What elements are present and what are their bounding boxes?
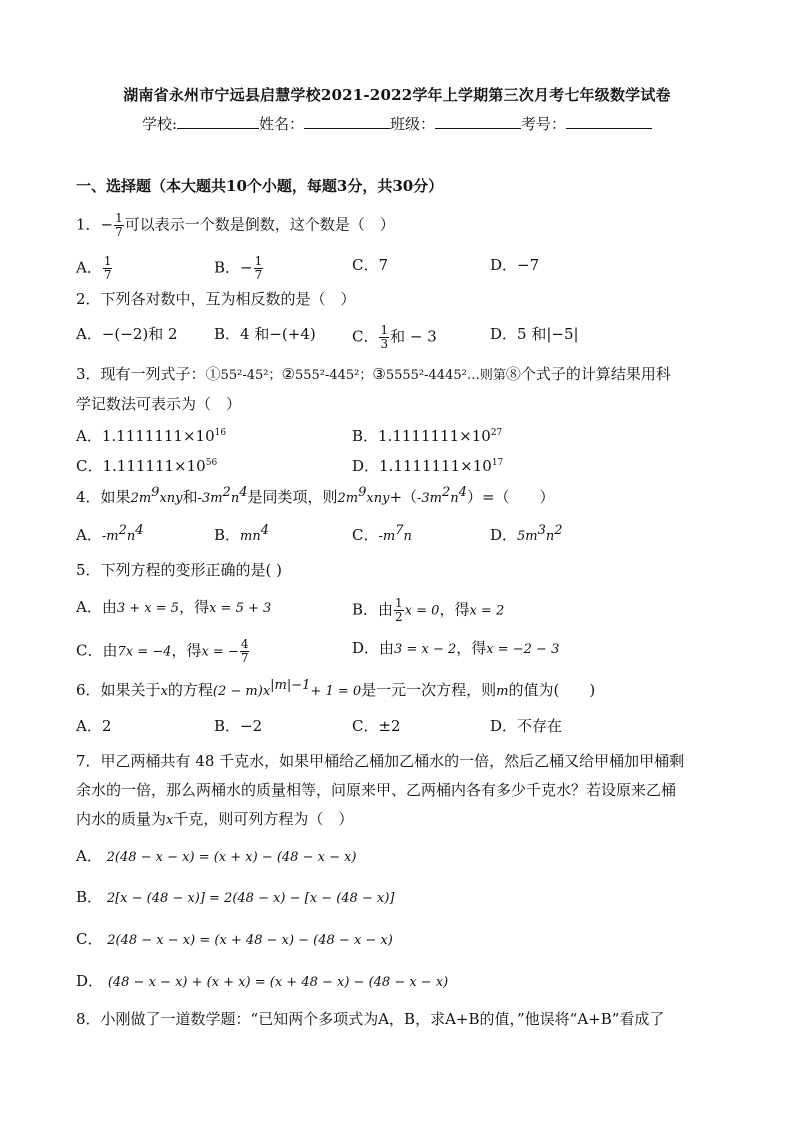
q2-c-fraction xyxy=(379,324,389,351)
q5-text: 下列方程的变形正确的是( ) xyxy=(100,561,283,579)
q4-b-exp: 4 xyxy=(260,523,270,538)
q5-b-den: 2 xyxy=(395,610,403,624)
q1-a-den: 7 xyxy=(103,268,112,282)
q4-a-label: A． xyxy=(76,526,102,544)
q6-var-m: m xyxy=(496,684,509,699)
q4-c-term-b: n xyxy=(403,529,412,544)
q4-d-term-b: n xyxy=(545,529,555,544)
q7-b-label: B． xyxy=(76,888,103,906)
q5-c-den: 7 xyxy=(240,651,249,665)
q4-term-1b: xny xyxy=(159,491,183,506)
q5-b-fraction xyxy=(394,597,404,624)
q5-a-text-2: ，得 xyxy=(179,598,210,616)
q7-option-c[interactable] xyxy=(76,929,393,951)
q1-c-text: 7 xyxy=(378,256,389,274)
q4-term-3-exp: 9 xyxy=(358,485,367,500)
q4-option-c[interactable] xyxy=(352,525,412,547)
q2-option-b[interactable] xyxy=(214,324,316,344)
q2-d-text: 5 和|−5| xyxy=(517,325,579,343)
q6-b-label: B． xyxy=(214,717,241,735)
q1-text: 可以表示一个数是倒数，这个数是（ ） xyxy=(124,215,395,234)
q2-option-c[interactable] xyxy=(352,324,437,351)
q4-number: 4． xyxy=(76,488,101,506)
q6-text-3: 是一元一次方程，则 xyxy=(361,681,497,699)
q1-sign: − xyxy=(100,215,114,234)
q7-line3-b: 千克，则可列方程为（ ） xyxy=(173,810,354,828)
question-6 xyxy=(76,680,595,702)
q6-text-4: 的值为( ) xyxy=(508,681,596,699)
q1-option-b[interactable] xyxy=(214,255,264,282)
q1-frac-den: 7 xyxy=(115,225,123,239)
q6-option-d[interactable] xyxy=(490,716,562,736)
q5-b-expr-2: x = 2 xyxy=(469,603,505,619)
q5-a-expr-1: 3 + x = 5 xyxy=(116,601,180,616)
q8-number: 8． xyxy=(76,1010,101,1028)
q3-b-mantissa: 1.1111111×10 xyxy=(378,427,491,445)
q6-a-text: 2 xyxy=(101,717,112,735)
school-label: 学校: xyxy=(141,115,177,133)
q4-text-1: 如果 xyxy=(100,488,131,506)
q5-c-expr-1: 7x = −4 xyxy=(117,644,172,660)
class-blank[interactable] xyxy=(435,114,521,129)
q3-text-b: 个式子的计算结果用科 xyxy=(520,365,671,383)
q4-term-1: 2m xyxy=(130,491,152,506)
q7-number: 7． xyxy=(76,752,101,770)
q2-c-den: 3 xyxy=(380,337,389,351)
q5-b-expr-1: x = 0 xyxy=(404,603,440,619)
q7-c-label: C． xyxy=(76,930,103,948)
q3-c-mantissa: 1.111111×10 xyxy=(102,457,206,475)
q1-number: 1． xyxy=(76,215,101,234)
q5-d-label: D． xyxy=(352,639,380,657)
q2-number: 2． xyxy=(76,290,101,308)
q3-option-c[interactable] xyxy=(76,456,217,476)
q2-a-text: −(−2)和 2 xyxy=(101,325,178,343)
q5-c-fraction xyxy=(240,638,250,665)
question-2 xyxy=(76,289,356,309)
q3-circle-8: ⑧ xyxy=(505,365,521,383)
q5-b-num: 1 xyxy=(395,596,403,610)
q6-text-1: 如果关于 xyxy=(100,681,161,699)
q4-d-term: 5m xyxy=(517,529,538,544)
q3-b-exponent: 27 xyxy=(490,428,503,438)
q3-a-label: A． xyxy=(76,427,102,445)
q6-c-label: C． xyxy=(352,717,379,735)
q5-a-expr-2: x = 5 + 3 xyxy=(209,601,272,616)
q7-option-a[interactable] xyxy=(76,846,357,868)
q3-line2: 学记数法可表示为（ ） xyxy=(76,395,242,413)
q7-a-expr: 2(48 − x − x) = (x + x) − (48 − x − x) xyxy=(106,850,357,865)
q3-circle-3: ③ xyxy=(372,365,386,383)
q6-c-text: ±2 xyxy=(378,717,401,735)
q5-b-text-1: 由 xyxy=(378,600,394,619)
q5-option-a[interactable] xyxy=(76,597,271,619)
q4-c-exp: 7 xyxy=(395,523,404,538)
q7-b-expr: 2[x − (48 − x)] = 2(48 − x) − [x − (48 − x)] xyxy=(106,891,395,906)
q3-option-b[interactable] xyxy=(352,426,502,446)
q7-line1: 甲乙两桶共有 48 千克水，如果甲桶给乙桶加乙桶水的一倍，然后乙桶又给甲桶加甲桶剩 xyxy=(100,752,685,770)
q7-option-d[interactable] xyxy=(76,971,448,993)
q4-text-5: ）=（ ） xyxy=(466,488,555,506)
q5-b-text-2: ，得 xyxy=(439,600,470,619)
q4-term-4b: n xyxy=(450,491,459,506)
q1-fraction xyxy=(114,212,124,239)
q2-d-label: D． xyxy=(490,325,518,343)
q3-a-exponent: 16 xyxy=(214,428,227,438)
q3-d-exponent: 17 xyxy=(491,458,504,468)
exam-title: 湖南省永州市宁远县启慧学校2021-2022学年上学期第三次月考七年级数学试卷 xyxy=(123,86,671,104)
q4-term-4-exp: 2 xyxy=(442,485,451,500)
q4-b-label: B． xyxy=(214,526,241,544)
q1-b-label: B． xyxy=(214,258,241,277)
q2-a-label: A． xyxy=(76,325,102,343)
exam-no-blank[interactable] xyxy=(566,114,652,129)
question-4 xyxy=(76,487,555,509)
q4-text-4: +（ xyxy=(389,488,418,506)
q1-d-text: −7 xyxy=(517,256,540,274)
q4-c-term: -m xyxy=(378,529,396,544)
q7-d-expr: (48 − x − x) + (x + x) = (x + 48 − x) − (48 − x − x) xyxy=(107,975,449,990)
q3-circle-1: ① xyxy=(205,365,221,383)
q5-d-text-2: ，得 xyxy=(456,639,487,657)
question-8 xyxy=(76,1009,664,1029)
q2-option-a[interactable] xyxy=(76,324,178,344)
q4-term-1-exp: 9 xyxy=(151,485,160,500)
q1-a-label: A． xyxy=(76,258,102,277)
q6-a-label: A． xyxy=(76,717,102,735)
q7-line3-a: 内水的质量为 xyxy=(76,810,167,828)
q4-d-exp: 3 xyxy=(537,523,546,538)
question-3 xyxy=(76,364,671,386)
q4-d-label: D． xyxy=(490,526,518,544)
section1-heading: 一、选择题（本大题共10个小题，每题3分，共30分） xyxy=(76,177,444,195)
q1-a-fraction xyxy=(103,255,113,282)
q5-c-label: C． xyxy=(76,641,103,660)
q1-frac-num: 1 xyxy=(115,211,123,225)
q4-b-term: mn xyxy=(240,529,261,544)
q4-a-exp-b: 4 xyxy=(135,523,144,538)
q6-expr-1: (2 − m)x xyxy=(212,684,271,699)
q4-c-label: C． xyxy=(352,526,379,544)
q1-b-den: 7 xyxy=(254,268,263,282)
q2-option-d[interactable] xyxy=(490,324,579,344)
q1-c-label: C． xyxy=(352,256,379,274)
q6-text-2: 的方程 xyxy=(167,681,213,699)
q3-option-a[interactable] xyxy=(76,426,226,446)
q1-option-c[interactable] xyxy=(352,255,388,275)
q4-text-2: 和 xyxy=(182,488,198,506)
q6-number: 6． xyxy=(76,681,101,699)
q4-a-exp: 2 xyxy=(118,523,127,538)
q3-circle-2: ② xyxy=(281,365,295,383)
q5-b-label: B． xyxy=(352,600,379,619)
q3-text-a: 现有一列式子： xyxy=(100,365,206,383)
question-7 xyxy=(76,751,684,771)
q1-option-d[interactable] xyxy=(490,255,539,275)
q5-c-num: 4 xyxy=(240,637,249,651)
name-label: 姓名： xyxy=(259,115,305,133)
q3-expr-2: 555²-445²； xyxy=(294,368,373,383)
q5-option-c[interactable] xyxy=(76,638,250,665)
q6-d-text: 不存在 xyxy=(517,717,563,735)
q2-c-text: 和 − 3 xyxy=(390,327,437,346)
q4-term-2: -3m xyxy=(197,491,223,506)
q3-d-mantissa: 1.1111111×10 xyxy=(379,457,492,475)
school-blank[interactable] xyxy=(177,114,259,129)
q1-b-num: 1 xyxy=(254,254,263,268)
q2-b-text: 4 和−(+4) xyxy=(240,325,316,343)
q6-option-b[interactable] xyxy=(214,716,262,736)
q3-b-label: B． xyxy=(352,427,379,445)
q3-number: 3． xyxy=(76,365,101,383)
q2-text: 下列各对数中，互为相反数的是（ ） xyxy=(100,290,356,308)
q2-b-label: B． xyxy=(214,325,241,343)
q4-term-4-exp2: 4 xyxy=(458,485,467,500)
q5-option-d[interactable] xyxy=(352,638,559,660)
q1-b-fraction xyxy=(254,255,264,282)
q6-exponent: |m|−1 xyxy=(270,678,311,693)
q1-d-label: D． xyxy=(490,256,518,274)
q3-expr-3: 5555²-4445²…则第 xyxy=(385,368,506,383)
q3-c-exponent: 56 xyxy=(205,458,218,468)
q5-number: 5． xyxy=(76,561,101,579)
question-1 xyxy=(76,212,395,239)
q2-c-num: 1 xyxy=(380,323,389,337)
name-blank[interactable] xyxy=(304,114,390,129)
q7-line2: 余水的一倍，那么两桶水的质量相等，问原来甲、乙两桶内各有多少千克水？若设原来乙桶 xyxy=(76,781,677,799)
q4-d-exp-b: 2 xyxy=(554,523,563,538)
q2-c-label: C． xyxy=(352,327,379,346)
q5-d-text-1: 由 xyxy=(379,639,395,657)
q7-d-label: D． xyxy=(76,972,104,990)
q5-d-expr-1: 3 = x − 2 xyxy=(394,642,457,657)
q1-b-sign: − xyxy=(240,258,253,277)
q6-expr-2: + 1 = 0 xyxy=(310,684,362,699)
q4-a-term: -m xyxy=(101,529,119,544)
q6-var-x: x xyxy=(160,684,168,699)
q7-line3 xyxy=(76,809,353,831)
q5-a-text-1: 由 xyxy=(101,598,117,616)
q3-c-label: C． xyxy=(76,457,103,475)
q5-c-text-1: 由 xyxy=(102,641,118,660)
q3-option-d[interactable] xyxy=(352,456,503,476)
q4-option-d[interactable] xyxy=(490,525,563,547)
q5-c-expr-2: x = − xyxy=(201,644,239,660)
question-5 xyxy=(76,560,282,580)
q1-option-a[interactable] xyxy=(76,255,113,282)
q7-option-b[interactable] xyxy=(76,887,394,909)
q4-term-3: 2m xyxy=(337,491,359,506)
q4-option-b[interactable] xyxy=(214,525,269,547)
q5-option-b[interactable] xyxy=(352,597,504,624)
q4-term-2-exp2: 4 xyxy=(239,485,248,500)
q6-option-a[interactable] xyxy=(76,716,111,736)
q5-c-text-2: ，得 xyxy=(171,641,202,660)
exam-no-label: 考号： xyxy=(521,115,567,133)
q4-term-3b: xny xyxy=(366,491,390,506)
q5-d-expr-2: x = −2 − 3 xyxy=(486,642,560,657)
q8-text: 小刚做了一道数学题：“已知两个多项式为A，B，求A+B的值，”他误将“A+B”看成了 xyxy=(100,1010,665,1028)
q4-option-a[interactable] xyxy=(76,525,144,547)
q7-a-label: A． xyxy=(76,847,102,865)
q3-expr-1: 55²-45²； xyxy=(220,368,282,383)
q7-var-x: x xyxy=(166,813,174,828)
q4-text-3: 是同类项，则 xyxy=(247,488,338,506)
q7-c-expr: 2(48 − x − x) = (x + 48 − x) − (48 − x − x) xyxy=(107,933,393,948)
q4-a-term-b: n xyxy=(126,529,136,544)
q5-a-label: A． xyxy=(76,598,102,616)
q4-term-2b: n xyxy=(230,491,240,506)
q1-a-num: 1 xyxy=(103,254,112,268)
q4-term-2-exp: 2 xyxy=(222,485,231,500)
q3-a-mantissa: 1.1111111×10 xyxy=(101,427,215,445)
q3-d-label: D． xyxy=(352,457,380,475)
q6-b-text: −2 xyxy=(240,717,263,735)
student-info-line xyxy=(0,113,794,134)
q6-option-c[interactable] xyxy=(352,716,401,736)
q6-d-label: D． xyxy=(490,717,518,735)
q4-term-4: -3m xyxy=(417,491,443,506)
class-label: 班级： xyxy=(390,115,436,133)
